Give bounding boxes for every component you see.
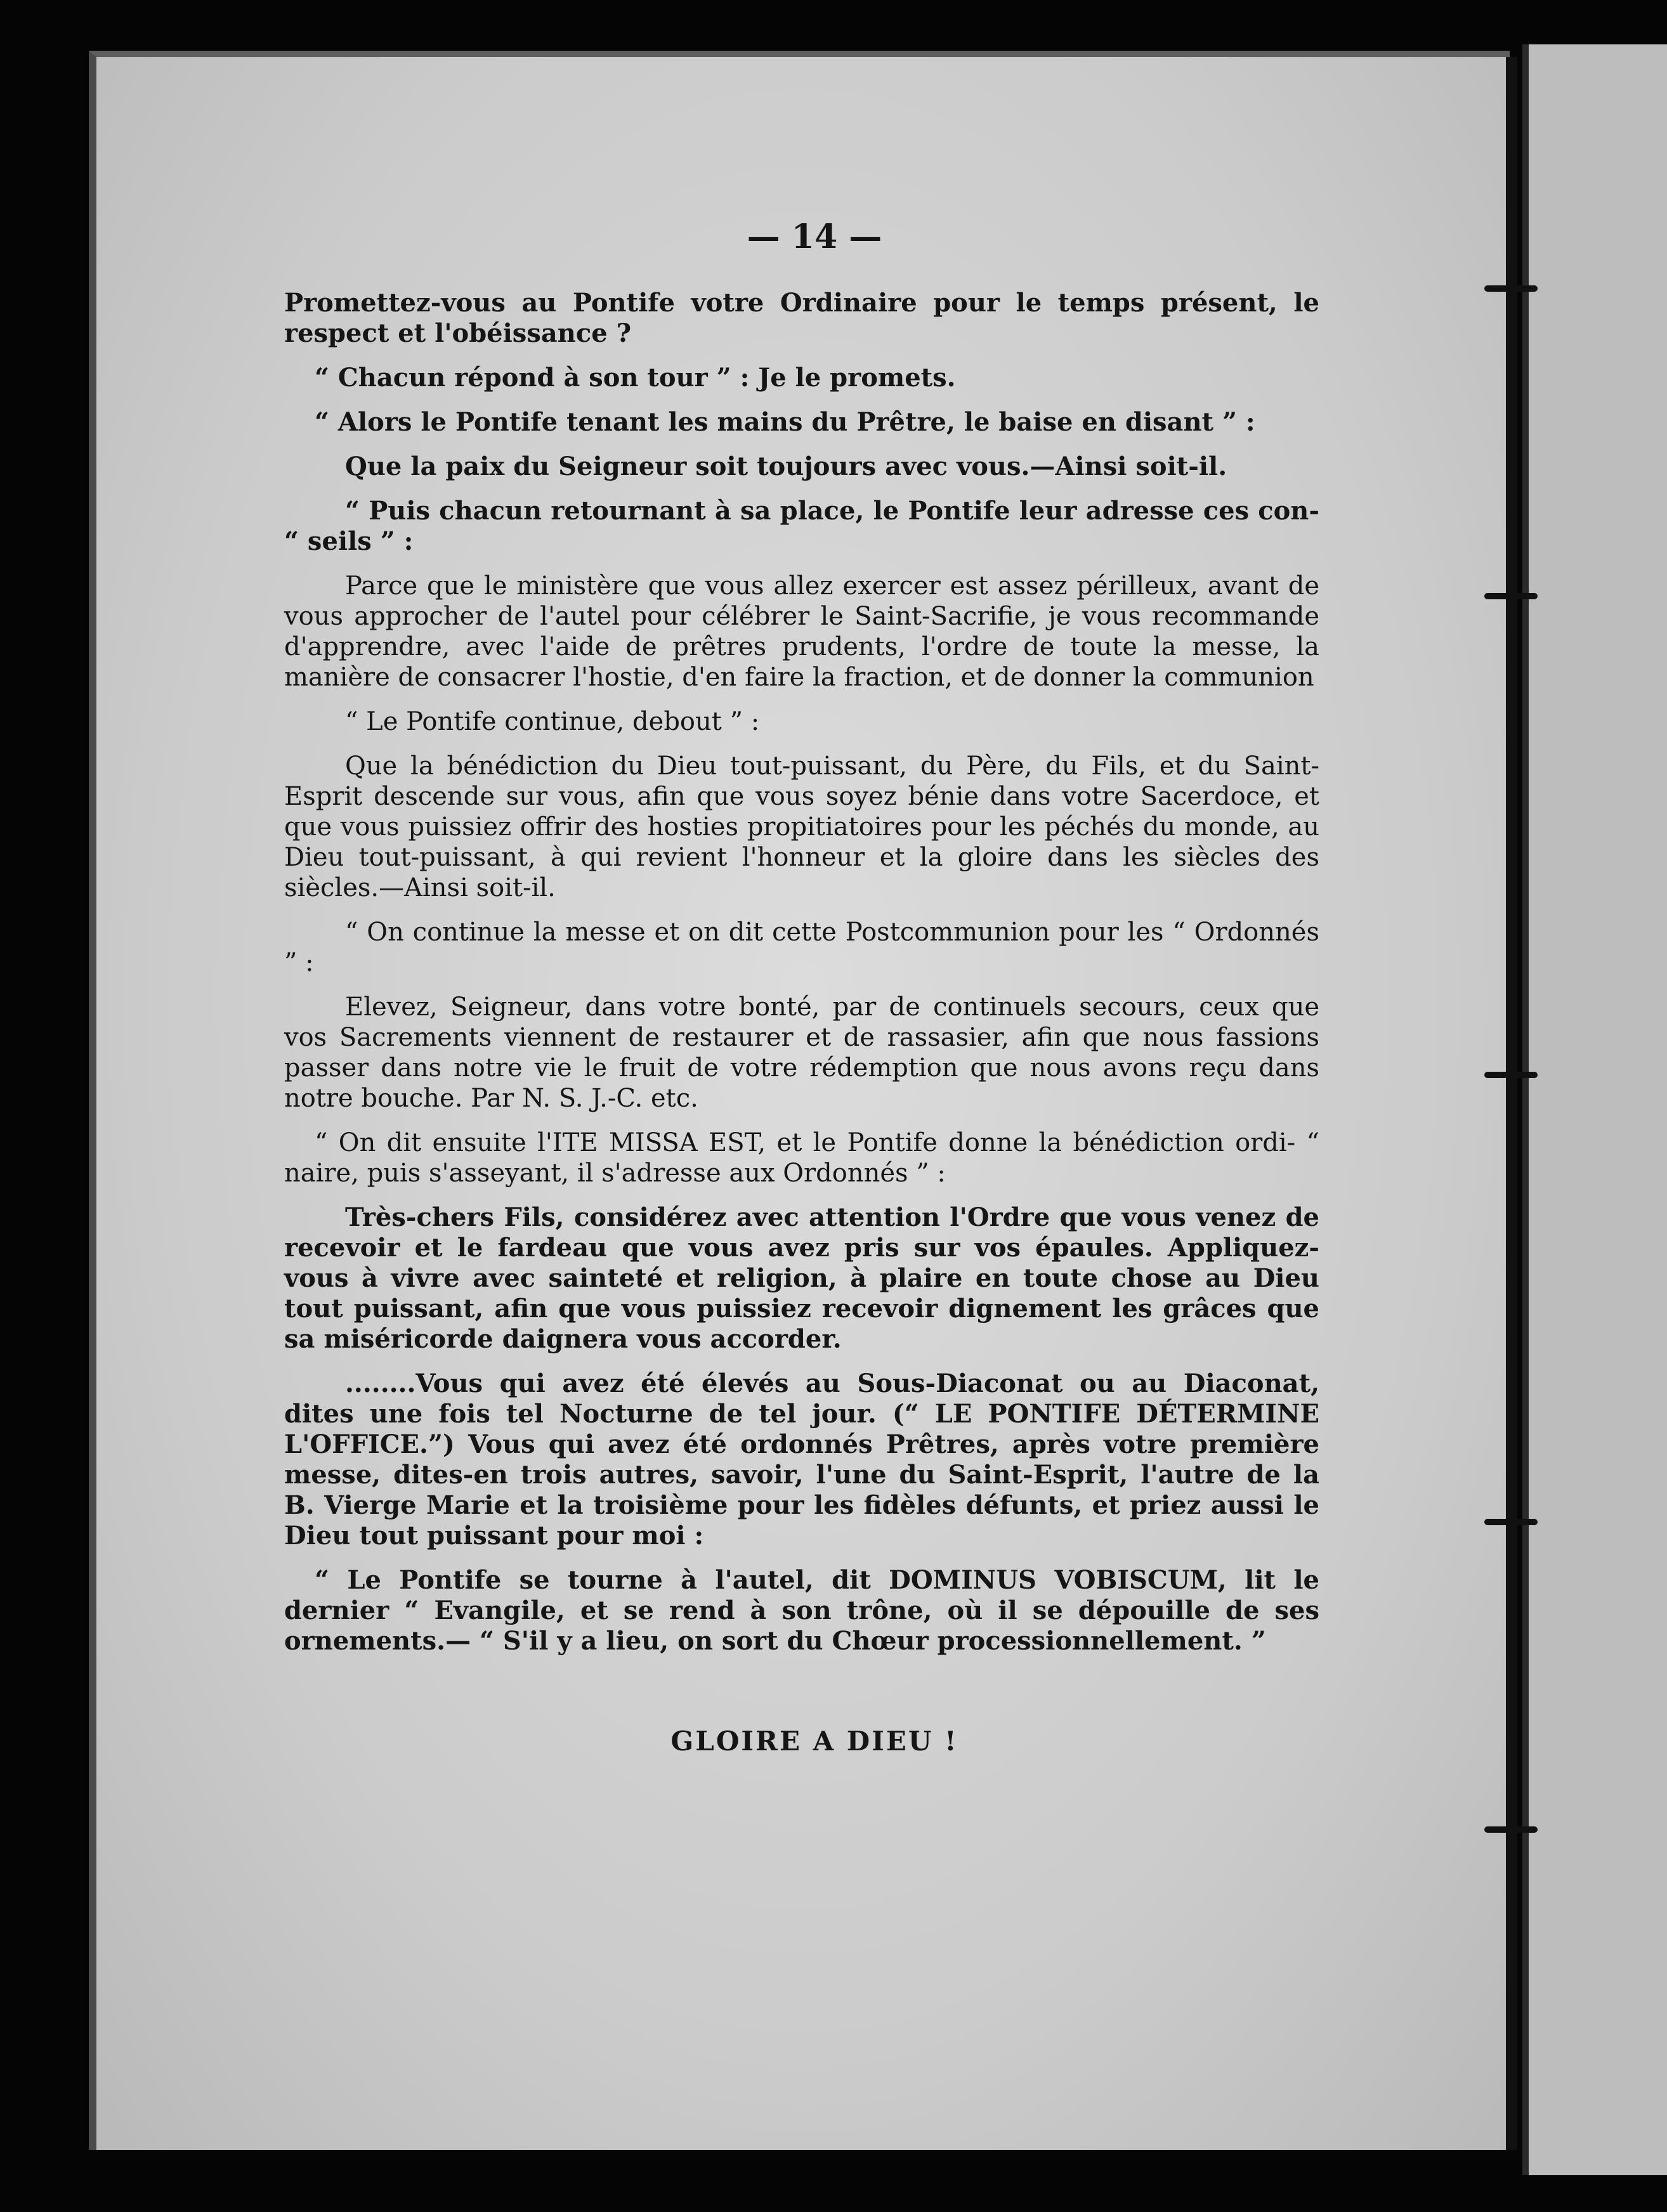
paragraph: Très-chers Fils, considérez avec attention l'Ordre que vous venez de recevoir et le fardeau que vous avez pris sur vos épaules. Appliquez-vous à vivre avec sainteté et religion, à plaire en toute chose au Dieu tout puissant, afin que vous puissiez recevoir dignement les grâces que sa miséricorde daignera vous accorder. [284,1202,1319,1354]
paragraph: Elevez, Seigneur, dans votre bonté, par de continuels secours, ceux que vos Sacrements viennent de restaurer et de rassasier, afin que nous fassions passer dans notre vie le fruit de votre rédemption que nous avons reçu dans notre bouche. Par N. S. J.-C. etc. [284,992,1319,1113]
binding-stitch [1484,1826,1538,1833]
binding-stitch [1484,1519,1538,1525]
paragraph-list [284,288,1319,1656]
binding-stitch [1484,593,1538,599]
binding-spine [1506,57,1517,2150]
paragraph: “ Le Pontife continue, debout ” : [345,707,760,736]
paragraph: ........Vous qui avez été élevés au Sous-Diaconat ou au Diaconat, dites une fois tel Nocturne de tel jour. (“ LE PONTIFE DÉTERMINE L'OFFICE.”) Vous qui avez été ordonnés Prêtres, après votre première messe, dites-en trois autres, savoir, l'une du Saint-Esprit, l'autre de la B. Vierge Marie et la troisième pour les fidèles défunts, et priez aussi le Dieu tout puissant pour moi : [284,1369,1319,1551]
facing-page-edge [1522,44,1667,2175]
paragraph: “ Le Pontife se tourne à l'autel, dit DOMINUS VOBISCUM, lit le dernier “ Evangile, et se rend à son trône, où il se dépouille de ses ornements.— “ S'il y a lieu, on sort du Chœur processionnellement. ” [284,1565,1319,1656]
paragraph: Que la bénédiction du Dieu tout-puissant, du Père, du Fils, et du Saint-Esprit descende sur vous, afin que vous soyez bénie dans votre Sacerdoce, et que vous puissiez offrir des hosties propitiatoires pour les péchés du monde, au Dieu tout-puissant, à qui revient l'honneur et la gloire dans les siècles des siècles.—Ainsi soit-il. [284,751,1319,902]
paragraph: Que la paix du Seigneur soit toujours avec vous.—Ainsi soit-il. [345,452,1227,481]
paragraph: “ Alors le Pontife tenant les mains du Prêtre, le baise en disant ” : [315,407,1255,437]
paragraph: “ On continue la messe et on dit cette Postcommunion pour les “ Ordonnés ” : [284,918,1319,977]
paragraph: “ Chacun répond à son tour ” : Je le promets. [315,363,956,393]
page-number: — 14 — [747,218,882,256]
page-text [284,218,1319,1757]
closing-line: GLOIRE A DIEU ! [670,1726,958,1757]
paragraph: Promettez-vous au Pontife votre Ordinaire pour le temps présent, le respect et l'obéissance ? [284,288,1319,348]
paragraph: Parce que le ministère que vous allez exercer est assez périlleux, avant de vous approcher de l'autel pour célébrer le Saint-Sacrifie, je vous recommande d'apprendre, avec l'aide de prêtres prudents, l'ordre de toute la messe, la manière de consacrer l'hostie, d'en faire la fraction, et de donner la communion [284,571,1319,692]
binding-stitch [1484,1072,1538,1078]
binding-stitch [1484,285,1538,292]
paragraph: “ Puis chacun retournant à sa place, le Pontife leur adresse ces con- “ seils ” : [284,496,1319,556]
paragraph: “ On dit ensuite l'ITE MISSA EST, et le Pontife donne la bénédiction ordi- “ naire, puis s'asseyant, il s'adresse aux Ordonnés ” : [284,1128,1319,1188]
